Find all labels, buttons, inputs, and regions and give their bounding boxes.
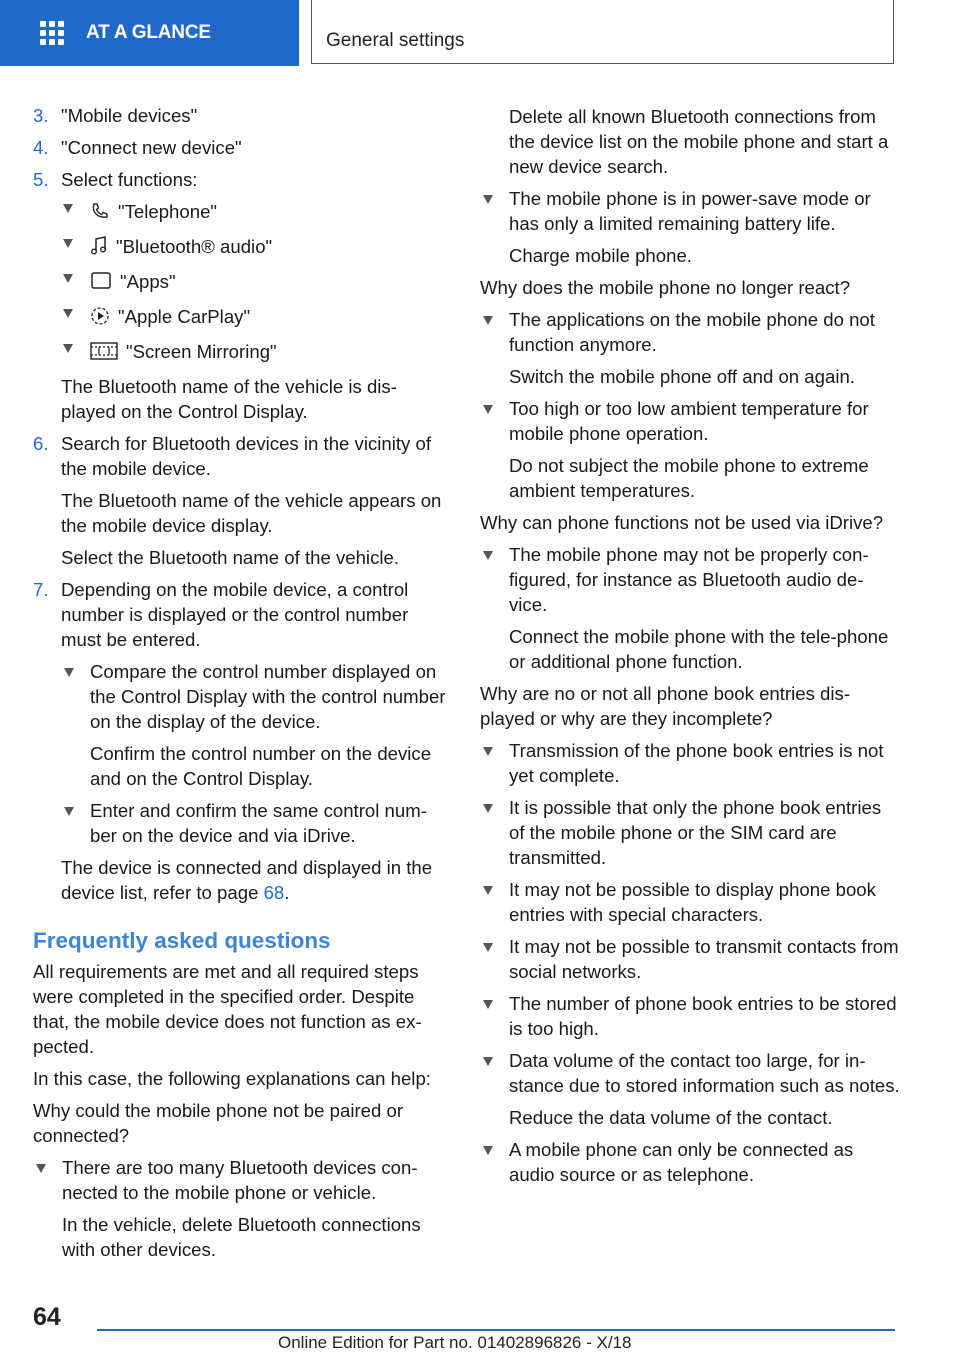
bullet-triangle-icon xyxy=(63,274,73,283)
step-7-note: The device is connected and displayed in the device list, refer to page 68. xyxy=(61,857,433,903)
bullet-triangle-icon xyxy=(63,309,73,318)
step-text: Select functions: xyxy=(61,169,198,190)
grid-menu-icon xyxy=(40,21,66,45)
left-column xyxy=(33,103,448,1269)
bullet-triangle-icon xyxy=(483,943,493,952)
step-number: 7. xyxy=(33,579,49,600)
bullet-triangle-icon xyxy=(483,551,493,560)
step-text: Search for Bluetooth devices in the vicinity of the mobile device. xyxy=(61,433,432,479)
bullet-triangle-icon xyxy=(483,195,493,204)
edition-note: Online Edition for Part no. 01402896826 - X/18 xyxy=(278,1333,632,1352)
function-label: "Screen Mirroring" xyxy=(126,341,277,362)
page-number: 64 xyxy=(33,1303,61,1331)
bullet-item: The number of phone book entries to be stored is too high. xyxy=(480,991,900,1041)
bullet-triangle-icon xyxy=(483,747,493,756)
bullet-triangle-icon xyxy=(483,1057,493,1066)
function-bluetooth-audio xyxy=(33,234,448,262)
bullet-triangle-icon xyxy=(64,668,74,677)
function-label: "Apps" xyxy=(120,271,176,292)
step-4 xyxy=(33,135,448,160)
faq-question: Why can phone functions not be used via iDrive? xyxy=(480,512,884,533)
step-text: "Connect new device" xyxy=(61,137,242,158)
faq-question: Why are no or not all phone book entries dis-played or why are they incomplete? xyxy=(480,683,851,729)
section-title: General settings xyxy=(326,30,465,51)
bullet-triangle-icon xyxy=(483,804,493,813)
bullet-triangle-icon xyxy=(483,316,493,325)
function-apple-carplay xyxy=(33,304,448,332)
bullet-triangle-icon xyxy=(63,344,73,353)
bullet-item: It is possible that only the phone book entries of the mobile phone or the SIM card are transmitted. xyxy=(480,795,900,870)
bullet-item: Enter and confirm the same control num-ber on the device and via iDrive. xyxy=(61,798,448,848)
section-header xyxy=(311,0,894,64)
faq-intro: In this case, the following explanations can help: xyxy=(33,1068,431,1089)
step-number: 3. xyxy=(33,105,49,126)
page-reference-link[interactable]: 68 xyxy=(263,882,285,903)
function-label: "Telephone" xyxy=(118,201,218,222)
music-note-icon xyxy=(90,236,108,262)
step-number: 4. xyxy=(33,137,49,158)
bullet-triangle-icon xyxy=(483,1146,493,1155)
bullet-item: It may not be possible to transmit contacts from social networks. xyxy=(480,934,900,984)
bullet-continuation: Do not subject the mobile phone to extreme ambient temperatures. xyxy=(509,455,869,501)
bullet-item: The mobile phone is in power-save mode or has only a limited remaining battery life. xyxy=(480,186,900,236)
bullet-item: Too high or too low ambient temperature for mobile phone operation. xyxy=(480,396,900,446)
step-text: "Mobile devices" xyxy=(61,105,198,126)
step-3 xyxy=(33,103,448,128)
bullet-item: Compare the control number displayed on the Control Display with the control number on the display of the device. xyxy=(61,659,448,734)
bullet-item: It may not be possible to display phone book entries with special characters. xyxy=(480,877,900,927)
function-label: "Bluetooth® audio" xyxy=(116,236,273,257)
bullet-item: A mobile phone can only be connected as audio source or as telephone. xyxy=(480,1137,900,1187)
bullet-item: There are too many Bluetooth devices con-nected to the mobile phone or vehicle. xyxy=(33,1155,448,1205)
faq-intro: All requirements are met and all required steps were completed in the specified order. Despite that, the mobile device does not function as ex-pected. xyxy=(33,961,422,1057)
step-number: 6. xyxy=(33,433,49,454)
faq-heading: Frequently asked questions xyxy=(33,928,331,953)
page-header xyxy=(0,0,960,66)
phone-icon xyxy=(90,201,110,227)
bullet-triangle-icon xyxy=(63,239,73,248)
bullet-triangle-icon xyxy=(483,886,493,895)
step-6-paragraph: The Bluetooth name of the vehicle appears on the mobile device display. xyxy=(61,490,442,536)
bullet-item: Data volume of the contact too large, for in-stance due to stored information such as notes. xyxy=(480,1048,900,1098)
step-5-note: The Bluetooth name of the vehicle is dis-played on the Control Display. xyxy=(61,376,397,422)
bullet-continuation: Confirm the control number on the device and on the Control Display. xyxy=(90,743,432,789)
step-text: Depending on the mobile device, a control number is displayed or the control number must be entered. xyxy=(61,579,409,650)
bullet-continuation: Charge mobile phone. xyxy=(509,245,692,266)
bullet-triangle-icon xyxy=(64,807,74,816)
bullet-continuation: Connect the mobile phone with the tele-phone or additional phone function. xyxy=(509,626,889,672)
apps-icon xyxy=(90,271,112,297)
function-label: "Apple CarPlay" xyxy=(118,306,251,327)
function-telephone xyxy=(33,199,448,227)
at-a-glance-tab[interactable] xyxy=(0,0,299,66)
function-screen-mirroring xyxy=(33,339,448,367)
step-6-paragraph: Select the Bluetooth name of the vehicle. xyxy=(61,547,400,568)
bullet-item: Transmission of the phone book entries is not yet complete. xyxy=(480,738,900,788)
step-7 xyxy=(33,577,448,652)
step-7-bullets xyxy=(33,659,448,848)
screen-mirroring-icon xyxy=(90,341,118,367)
bullet-continuation: Delete all known Bluetooth connections from the device list on the mobile phone and start a new device search. xyxy=(509,106,889,177)
bullet-triangle-icon xyxy=(483,405,493,414)
function-apps xyxy=(33,269,448,297)
faq-question: Why does the mobile phone no longer react? xyxy=(480,277,851,298)
footer-divider xyxy=(97,1329,895,1331)
bullet-item: The applications on the mobile phone do not function anymore. xyxy=(480,307,900,357)
bullet-continuation: Reduce the data volume of the contact. xyxy=(509,1107,833,1128)
bullet-continuation: In the vehicle, delete Bluetooth connections with other devices. xyxy=(62,1214,421,1260)
step-6 xyxy=(33,431,448,481)
faq-question: Why could the mobile phone not be paired or connected? xyxy=(33,1100,404,1146)
bullet-triangle-icon xyxy=(63,204,73,213)
at-a-glance-label: AT A GLANCE xyxy=(86,22,211,43)
bullet-continuation: Switch the mobile phone off and on again. xyxy=(509,366,855,387)
bullet-item: The mobile phone may not be properly con-figured, for instance as Bluetooth audio de-vice. xyxy=(480,542,900,617)
bullet-triangle-icon xyxy=(483,1000,493,1009)
play-icon xyxy=(90,306,110,332)
step-5 xyxy=(33,167,448,192)
right-column xyxy=(480,104,900,1194)
bullet-triangle-icon xyxy=(36,1164,46,1173)
step-number: 5. xyxy=(33,169,49,190)
